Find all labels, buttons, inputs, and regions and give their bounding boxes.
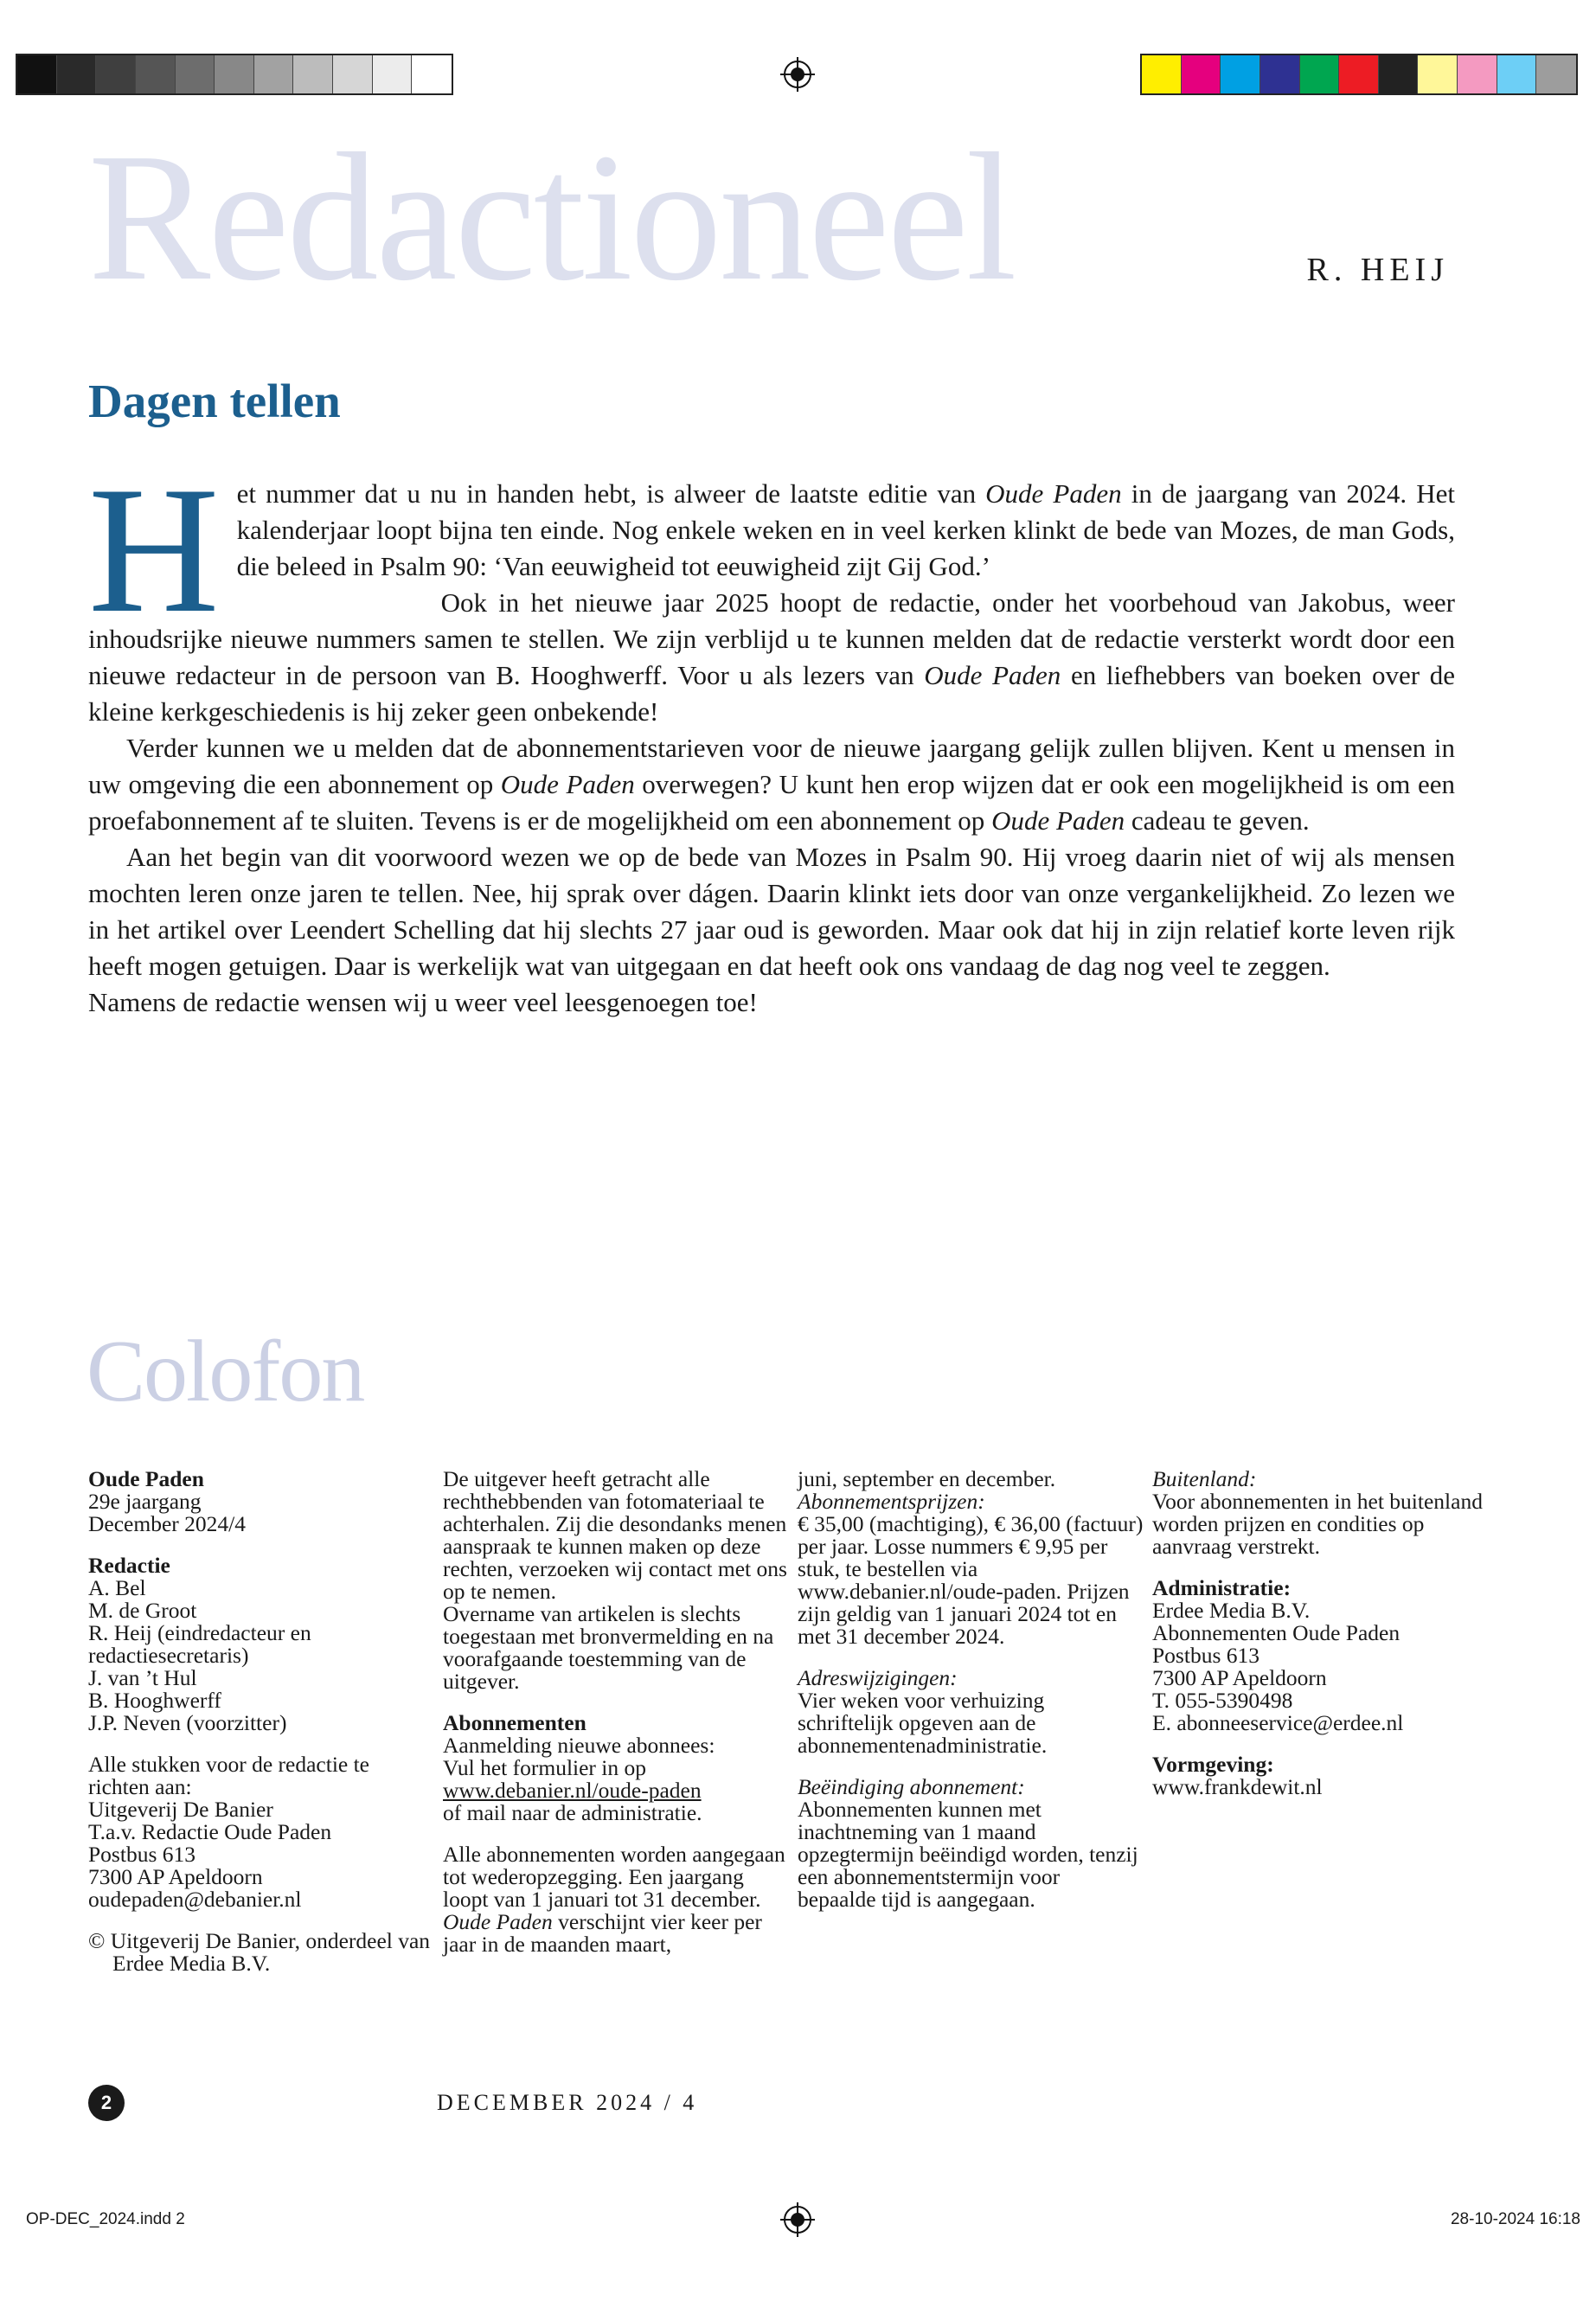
article-heading: Dagen tellen: [88, 375, 341, 427]
list-item: Alle stukken voor de redactie te richten aan:: [88, 1752, 370, 1799]
list-item: 7300 AP Apeldoorn: [88, 1864, 263, 1889]
list-item: Postbus 613: [1152, 1643, 1259, 1668]
color-swatch: [215, 55, 254, 93]
vormgeving-title: Vormgeving:: [1152, 1752, 1274, 1777]
paragraph-2: Ook in het nieuwe jaar 2025 hoopt de redactie, onder het voorbehoud van Jakobus, weer inhoudsrijke nieuwe nummers samen te stellen. We zijn verblijd u te kunnen melden dat de redactie versterkt wordt door een nieuwe redacteur in de persoon van B. Hooghwerff. Voor u als lezers van Oude Paden en liefhebbers van boeken over de kleine kerkgeschiedenis is hij zeker geen onbekende!: [88, 587, 1456, 727]
color-swatch: [1260, 55, 1300, 93]
abonnementen-title: Abonnementen: [443, 1710, 586, 1735]
list-item: Postbus 613: [88, 1842, 195, 1867]
color-swatch: [412, 55, 452, 93]
prijzen-title: Abonnementsprijzen:: [798, 1489, 985, 1514]
redactie-address: [88, 1753, 434, 1911]
paragraph-1: Het nummer dat u nu in handen hebt, is alweer de laatste editie van Oude Paden in de jaargang van 2024. Het kalenderjaar loopt bijna ten einde. Nog enkele weken en in veel kerken klinkt de bede van Mozes, de man Gods, die beleed in Psalm 90: ‘Van eeuwigheid tot eeuwigheid zijt Gij God.’: [88, 450, 1456, 651]
rights-notice: De uitgever heeft getracht alle rechthebbenden van fotomateriaal te achterhalen. Zij die desondanks menen aanspraak te kunnen maken op deze rechten, verzoeken wij contact met ons op te nemen.: [443, 1466, 787, 1604]
colofon-column-4: Buitenland: Voor abonnementen in het buitenland worden prijzen en condities op aanvraag verstrekt. Administratie: Erdee Media B.V. Abonnementen Oude Paden Postbus 613 7300 AP Apeldoorn T. 055-5390498 E. abonneeservice@erdee.nl Vormgeving: www.frankdewit.nl: [1152, 1468, 1498, 1817]
issue-footer: DECEMBER 2024 / 4: [437, 2090, 698, 2115]
article-body: [88, 450, 1456, 1021]
list-item: T. 055-5390498: [1152, 1688, 1293, 1713]
overname-notice: Overname van artikelen is slechts toegestaan met bronvermelding en na voorafgaande toestemming van de uitgever.: [443, 1601, 774, 1694]
list-item: Erdee Media B.V.: [1152, 1598, 1311, 1623]
vormgeving-link[interactable]: www.frankdewit.nl: [1152, 1774, 1323, 1799]
color-swatch: [1182, 55, 1221, 93]
list-item: J. van ’t Hul: [88, 1665, 197, 1690]
color-swatch: [176, 55, 215, 93]
color-swatch: [254, 55, 294, 93]
page-number: 2: [88, 2085, 125, 2121]
list-item: 7300 AP Apeldoorn: [1152, 1665, 1327, 1690]
color-swatch: [136, 55, 176, 93]
subscription-link[interactable]: www.debanier.nl/oude-paden: [443, 1778, 702, 1803]
administratie-address: [1152, 1599, 1498, 1734]
registration-mark-icon: [780, 2202, 815, 2237]
process-color-bar: [1140, 54, 1578, 95]
list-item: M. de Groot: [88, 1598, 197, 1623]
color-swatch: [1221, 55, 1260, 93]
page-title: Redactioneel: [88, 115, 1015, 318]
color-swatch: [1300, 55, 1340, 93]
color-swatch: [1142, 55, 1182, 93]
copyright: © Uitgeverij De Banier, onderdeel van Erdee Media B.V.: [88, 1928, 431, 1976]
adres-title: Adreswijzigingen:: [798, 1665, 958, 1690]
colofon-title: Colofon: [87, 1323, 364, 1420]
color-swatch: [373, 55, 413, 93]
prijzen-text: € 35,00 (machtiging), € 36,00 (factuur) per jaar. Losse nummers € 9,95 per stuk, te bestellen via www.debanier.nl/oude-paden. Prijzen zijn geldig van 1 januari 2024 tot en met 31 december 2024.: [798, 1511, 1144, 1649]
slug-date: 28-10-2024 16:18: [1450, 2210, 1580, 2228]
redactie-title: Redactie: [88, 1553, 170, 1578]
registration-mark-icon: [780, 57, 815, 92]
grayscale-color-bar: [16, 54, 453, 95]
author-name: R. HEIJ: [1306, 252, 1449, 288]
color-swatch: [96, 55, 136, 93]
list-item: T.a.v. Redactie Oude Paden: [88, 1819, 332, 1844]
color-swatch: [1339, 55, 1379, 93]
colofon-column-2: De uitgever heeft getracht alle rechthebbenden van fotomateriaal te achterhalen. Zij die desondanks menen aanspraak te kunnen maken op deze rechten, verzoeken wij contact met ons op te nemen. Overname van artikelen is slechts toegestaan met bronvermelding en na voorafgaande toestemming van de uitgever. Abonnementen Aanmelding nieuwe abonnees: Vul het formulier in op www.debanier.nl/oude-paden of mail naar de administratie. Alle abonnementen worden aangegaan tot wederopzegging. Een jaargang loopt van 1 januari tot 31 december. Oude Paden verschijnt vier keer per jaar in de maanden maart,: [443, 1468, 789, 1956]
list-item: A. Bel: [88, 1575, 146, 1600]
list-item: Abonnementen Oude Paden: [1152, 1620, 1401, 1645]
list-item: J.P. Neven (voorzitter): [88, 1710, 287, 1735]
color-swatch: [57, 55, 97, 93]
color-swatch: [1379, 55, 1419, 93]
colofon-column-1: Oude Paden 29e jaargang December 2024/4 Redactie A. Bel M. de Groot R. Heij (eindredacteur en redactiesecretaris) J. van ’t Hul B. Hooghwerff J.P. Neven (voorzitter) Alle stukken voor de redactie te richten aan: Uitgeverij De Banier T.a.v. Redactie Oude Paden Postbus 613 7300 AP Apeldoorn oudepaden@debanier.nl © Uitgeverij De Banier, onderdeel van Erdee Media B.V.: [88, 1468, 434, 1994]
redactie-members: [88, 1577, 434, 1734]
paragraph-3: Verder kunnen we u melden dat de abonnementstarieven voor de nieuwe jaargang gelijk zullen blijven. Kent u mensen in uw omgeving die een abonnement op Oude Paden overwegen? U kunt hen erop wijzen dat er ook een mogelijkheid is om een proefabonnement af te sluiten. Tevens is er de mogelijkheid om een abonnement op Oude Paden cadeau te geven.: [88, 733, 1455, 836]
paragraph-4: Aan het begin van dit voorwoord wezen we op de bede van Mozes in Psalm 90. Hij vroeg daarin niet of wij als mensen mochten leren onze jaren te tellen. Nee, hij sprak over dágen. Daarin klinkt iets door van onze vergankelijkheid. Zo lezen we in het artikel over Leendert Schelling dat hij slechts 27 jaar oud is geworden. Maar ook dat hij in zijn relatief korte leven rijk heeft mogen getuigen. Daar is werkelijk wat van uitgegaan en dat heeft ook ons vandaag de dag nog veel te zeggen.: [88, 842, 1455, 981]
slug-filename: OP-DEC_2024.indd 2: [26, 2210, 185, 2228]
administratie-title: Administratie:: [1152, 1575, 1292, 1600]
list-item: oudepaden@debanier.nl: [88, 1887, 302, 1912]
colofon-column-3: juni, september en december. Abonnementsprijzen: € 35,00 (machtiging), € 36,00 (factuur) per jaar. Losse nummers € 9,95 per stuk, te bestellen via www.debanier.nl/oude-paden. Prijzen zijn geldig van 1 januari 2024 tot en met 31 december 2024. Adreswijzigingen: Vier weken voor verhuizing schriftelijk opgeven aan de abonnementenadministratie. Beëindiging abonnement: Abonnementen kunnen met inachtneming van 1 maand opzegtermijn beëindigd worden, tenzij een abonnementstermijn voor bepaalde tijd is aangegaan.: [798, 1466, 1144, 1912]
list-item: Uitgeverij De Banier: [88, 1797, 273, 1822]
color-swatch: [1458, 55, 1497, 93]
paragraph-5: Namens de redactie wensen wij u weer veel leesgenoegen toe!: [88, 987, 758, 1017]
color-swatch: [1497, 55, 1537, 93]
beeindiging-title: Beëindiging abonnement:: [798, 1774, 1025, 1799]
color-swatch: [1418, 55, 1458, 93]
wederopzegging-text: Alle abonnementen worden aangegaan tot wederopzegging. Een jaargang loopt van 1 januari tot 31 december.: [443, 1842, 785, 1912]
color-swatch: [17, 55, 57, 93]
list-item: B. Hooghwerff: [88, 1688, 221, 1713]
publication-name: Oude Paden: [88, 1466, 204, 1491]
drop-cap: H: [88, 450, 220, 651]
buitenland-title: Buitenland:: [1152, 1466, 1257, 1491]
list-item: E. abonneeservice@erdee.nl: [1152, 1710, 1404, 1735]
list-item: R. Heij (eindredacteur en redactiesecretaris): [88, 1620, 311, 1668]
color-swatch: [333, 55, 373, 93]
color-swatch: [1536, 55, 1576, 93]
color-swatch: [293, 55, 333, 93]
